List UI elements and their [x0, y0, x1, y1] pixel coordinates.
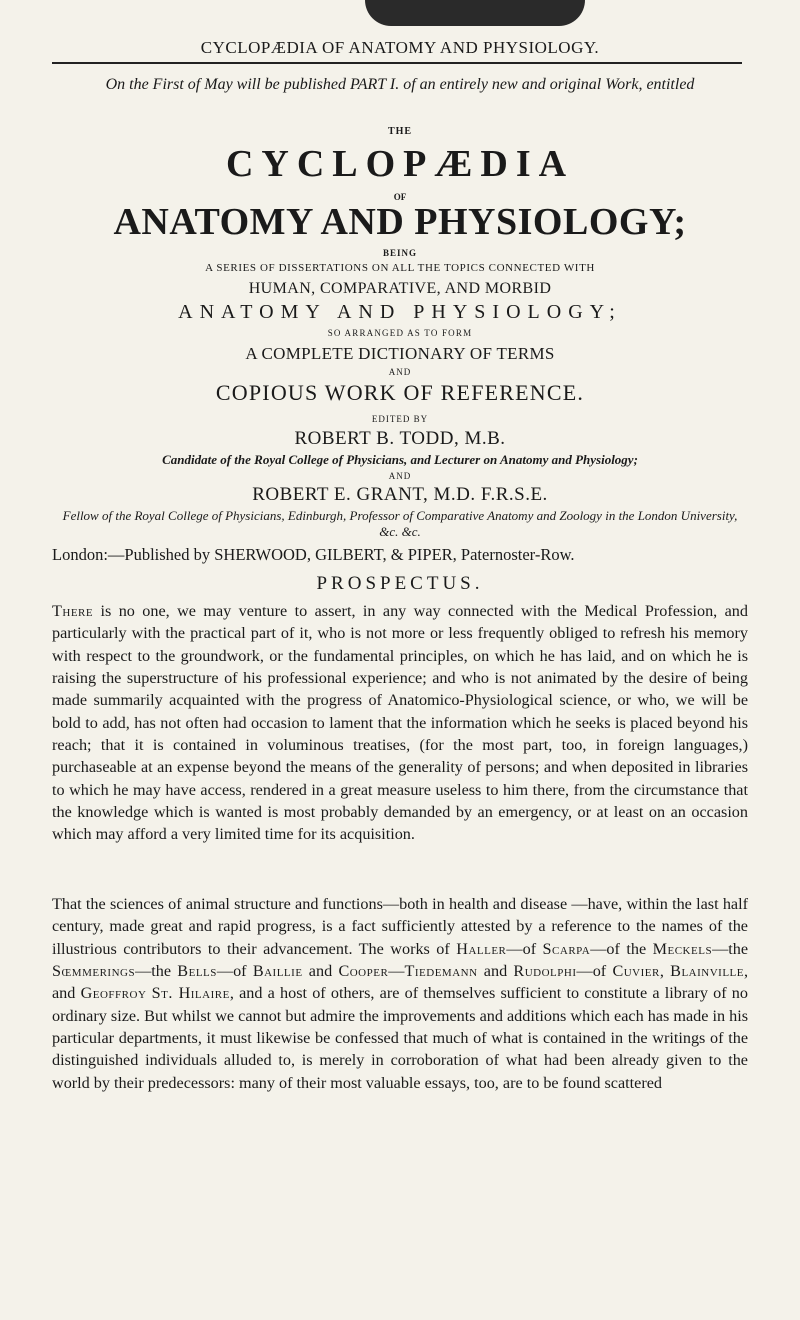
contributor-name: Rudolphi [513, 962, 577, 981]
anatomy-physiology-line: ANATOMY AND PHYSIOLOGY; [178, 301, 622, 323]
contributor-name: Cooper [338, 962, 389, 981]
contributor-name: Scarpa [542, 939, 591, 958]
contributor-name: Tiedemann [404, 962, 478, 981]
title-the: THE [387, 126, 413, 137]
contributor-name: Blainville [670, 962, 744, 981]
editor-name: ROBERT B. TODD, M.B. [294, 428, 506, 449]
intro-line: On the First of May will be published PART I. of an entirely new and original Work, entitled [105, 76, 695, 93]
series-line: A SERIES OF DISSERTATIONS ON ALL THE TOPICS CONNECTED WITH [205, 262, 595, 274]
contributor-name: Sœmmerings [52, 962, 136, 981]
contributor-name: Baillie [252, 962, 303, 981]
prospectus-paragraph: That the sciences of animal structure and functions—both in health and disease —have, within the last half century, made great and rapid progress, is a fact sufficiently attested by a reference to the names of the illustrious contributors to their advancement. The works of Haller—of Scarpa—of the Meckels—the Sœmmerings—the Bells—of Baillie and Cooper—Tiedemann and Rudolphi—of Cuvier, Blainville, and Geoffroy St. Hilaire, and a host of others, are of themselves sufficient to constitute a library of no ordinary size. But whilst we cannot but admire the improvements and additions which each has made in his particular departments, it must likewise be confessed that much of what is contained in the writings of the distinguished individuals alluded to, is merely in corroboration of what had been already given to the world by their predecessors: many of their most valuable essays, too, are to be found scattered [52, 895, 749, 1092]
title-of: OF [393, 192, 407, 202]
title-sub: ANATOMY AND PHYSIOLOGY; [113, 201, 687, 243]
being-label: BEING [382, 248, 417, 258]
publisher-line: London:—Published by SHERWOOD, GILBERT, & PIPER, Paternoster-Row. [52, 545, 575, 564]
contributor-name: St. Hilaire [151, 984, 230, 1003]
paragraph-text: That the sciences of animal structure and functions—both in health and disease —have, within the last half century, made great and rapid progress, is a fact sufficiently attested by a reference to the names of the illustrious contributors to their advancement. The works of [52, 895, 748, 958]
editor-description: Candidate of the Royal College of Physicians, and Lecturer on Anatomy and Physiology; [162, 452, 638, 467]
contributor-name: Haller [456, 939, 507, 958]
paragraph-text: is no one, we may venture to assert, in any way connected with the Medical Profession, and particularly with the practical part of it, who is not more or less frequently obliged to refresh his memory with respect to the groundwork, or the fundamental principles, on which he has laid, and on which he is raising the superstructure of his professional experience; and who is not animated by the desire of being made summarily acquainted with the progress of Anatomico-Physiological science, or who, we will be bold to add, has not often had occasion to lament that the information which he seeks is placed beyond his reach; that it is contained in voluminous treatises, (for the most part, too, in foreign languages,) purchaseable at an expense beyond the means of the generality of persons; and when deposited in libraries to which he may have access, rendered in a great measure useless to him there, from the circumstance that the knowledge which is wanted is most probably demanded by an emergency, or at least on an occasion which may afford a very limited time for its acquisition. [52, 602, 748, 844]
contributor-name: Bells [177, 962, 217, 981]
copious-line: COPIOUS WORK OF REFERENCE. [215, 380, 585, 405]
so-arranged-line: SO ARRANGED AS TO FORM [327, 328, 473, 338]
paragraph-text: and a host of others, are of themselves sufficient to constitute a library of no ordinary size. But whilst we cannot but admire the improvements and additions which each has made in his particular departments, it must likewise be confessed that much of what is contained in the writings of the distinguished individuals alluded to, is merely in corroboration of what had been already given to the world by their predecessors: many of their most valuable essays, too, are to be found scattered [52, 984, 748, 1092]
editor-description: Fellow of the Royal College of Physicians, Edinburgh, Professor of Comparative Anatomy and Zoology in the London University, &c. &c. [62, 508, 738, 539]
running-head: CYCLOPÆDIA OF ANATOMY AND PHYSIOLOGY. [200, 38, 600, 57]
prospectus-paragraph [52, 600, 748, 846]
editor-name: ROBERT E. GRANT, M.D. F.R.S.E. [252, 484, 548, 505]
contributor-name: Cuvier [612, 962, 660, 981]
contributor-name: Geoffroy [80, 984, 147, 1003]
and-label: AND [388, 367, 412, 377]
title-main: CYCLOPÆDIA [225, 143, 575, 185]
prospectus-heading: PROSPECTUS. [316, 573, 484, 594]
page-tab-shadow [365, 0, 585, 26]
and-label: AND [388, 471, 412, 481]
contributor-name: Meckels [652, 939, 713, 958]
dictionary-line: A COMPLETE DICTIONARY OF TERMS [245, 344, 555, 363]
paragraph-lead-word: There [52, 602, 94, 620]
hcm-line: HUMAN, COMPARATIVE, AND MORBID [248, 280, 552, 297]
header-rule [52, 62, 742, 64]
edited-by-label: EDITED BY [371, 414, 429, 424]
